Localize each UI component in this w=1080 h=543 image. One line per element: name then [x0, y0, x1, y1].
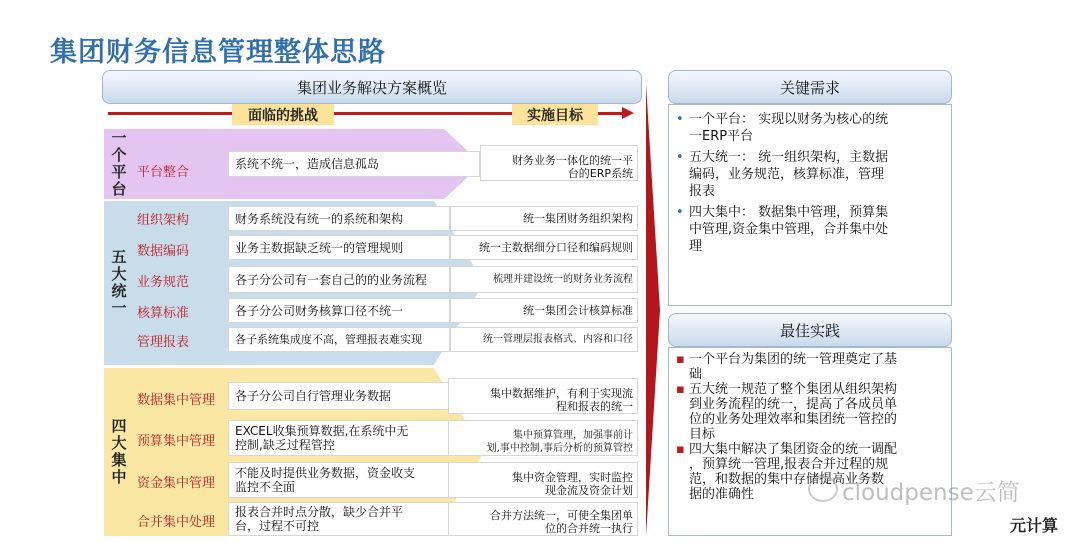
page-title: 集团财务信息管理整体思路 [50, 37, 386, 68]
challenge-tag: 面临的挑战 [232, 104, 334, 125]
wechat-icon [808, 476, 838, 502]
row-label-data-coding: 数据编码 [137, 244, 190, 259]
key-requirements-header: 关键需求 [668, 70, 952, 104]
row-label-data-central: 数据集中管理 [137, 393, 216, 408]
best-practice-item: ▪ 一个平台为集团的统一管理奠定了基 础 [676, 352, 898, 382]
best-practice-box [668, 347, 952, 536]
goal-management-report: 统一管理层报表格式、内容和口径 [450, 327, 638, 352]
goal-data-central: 集中数据维护，有利于实现流 程和报表的统一 [448, 378, 638, 414]
challenge-fund-central: 不能及时提供业务数据，资金收支 监控不全面 [228, 462, 460, 498]
challenge-business-rules: 各子分公司有一套自己的的业务流程 [228, 266, 450, 293]
goal-platform-integration: 财务业务一体化的统一平 台的ERP系统 [480, 145, 638, 181]
row-label-business-rules: 业务规范 [137, 275, 190, 290]
row-label-fund-central: 资金集中管理 [137, 476, 216, 491]
challenge-data-central: 各子分公司自行管理业务数据 [228, 382, 460, 410]
solution-overview-header: 集团业务解决方案概览 [102, 70, 642, 104]
key-requirements-box [668, 104, 952, 306]
row-label-org-structure: 组织架构 [137, 213, 190, 228]
watermark: cloudpense云简 [842, 480, 1020, 506]
goal-accounting-standard: 统一集团会计核算标准 [450, 298, 638, 323]
goal-data-coding: 统一主数据细分口径和编码规则 [450, 235, 638, 260]
goal-budget-central: 集中预算管理，加强事前计 划,事中控制,事后分析的预算管控 [448, 420, 638, 456]
challenge-data-coding: 业务主数据缺乏统一的管理规则 [228, 235, 450, 260]
requirement-item: • 一个平台： 实现以财务为核心的统 一ERP平台 [676, 112, 889, 144]
goal-tag: 实施目标 [512, 104, 598, 125]
direction-arrow-head [622, 107, 634, 119]
challenge-org-structure: 财务系统没有统一的系统和架构 [228, 206, 450, 231]
best-practice-header: 最佳实践 [668, 313, 952, 347]
section-label-one-platform: 一 个 平 台 [111, 129, 127, 198]
goal-org-structure: 统一集团财务组织架构 [450, 206, 638, 231]
challenge-accounting-standard: 各子分公司财务核算口径不统一 [228, 298, 450, 323]
requirement-item: • 四大集中： 数据集中管理，预算集 中管理,资金集中管理，合并集中处 理 [676, 205, 889, 254]
challenge-consolidation-central: 报表合并时点分散，缺少合并平 台，过程不可控 [228, 502, 460, 536]
challenge-budget-central: EXCEL收集预算数据,在系统中无 控制,缺乏过程管控 [228, 420, 460, 456]
best-practice-item: ▪ 五大统一规范了整个集团从组织架构 到业务流程的统一，提高了各成员单 位的业务处理效率和集团统一管控的 目标 [676, 382, 898, 442]
challenge-management-report: 各子系统集成度不高，管理报表难实现 [228, 327, 450, 352]
best-practice-item: ▪ 四大集中解决了集团资金的统一调配 ，预算统一管理,报表合并过程的规 范，和数据的集中存储提高业务数 据的准确性 [676, 442, 898, 502]
section-label-five-unify: 五 大 统 一 [111, 248, 127, 317]
row-label-budget-central: 预算集中管理 [137, 434, 216, 449]
goal-business-rules: 梳理并建设统一的财务业务流程 [450, 266, 638, 293]
goal-fund-central: 集中资金管理，实时监控 现金流及资金计划 [448, 462, 638, 498]
requirement-item: • 五大统一： 统一组织架构，主数据 编码，业务规范，核算标准，管理 报表 [676, 150, 889, 199]
bracket-arrow [646, 84, 660, 536]
row-label-platform-integration: 平台整合 [137, 165, 190, 180]
challenge-platform-integration: 系统不统一，造成信息孤岛 [228, 151, 480, 177]
row-label-accounting-standard: 核算标准 [137, 306, 190, 321]
goal-consolidation-central: 合并方法统一，可使全集团单 位的合并统一执行 [448, 502, 638, 536]
corner-watermark: 元计算 [1010, 516, 1059, 535]
section-label-four-central: 四 大 集 中 [111, 417, 127, 486]
row-label-management-report: 管理报表 [137, 335, 190, 350]
row-label-consolidation-central: 合并集中处理 [137, 515, 216, 530]
